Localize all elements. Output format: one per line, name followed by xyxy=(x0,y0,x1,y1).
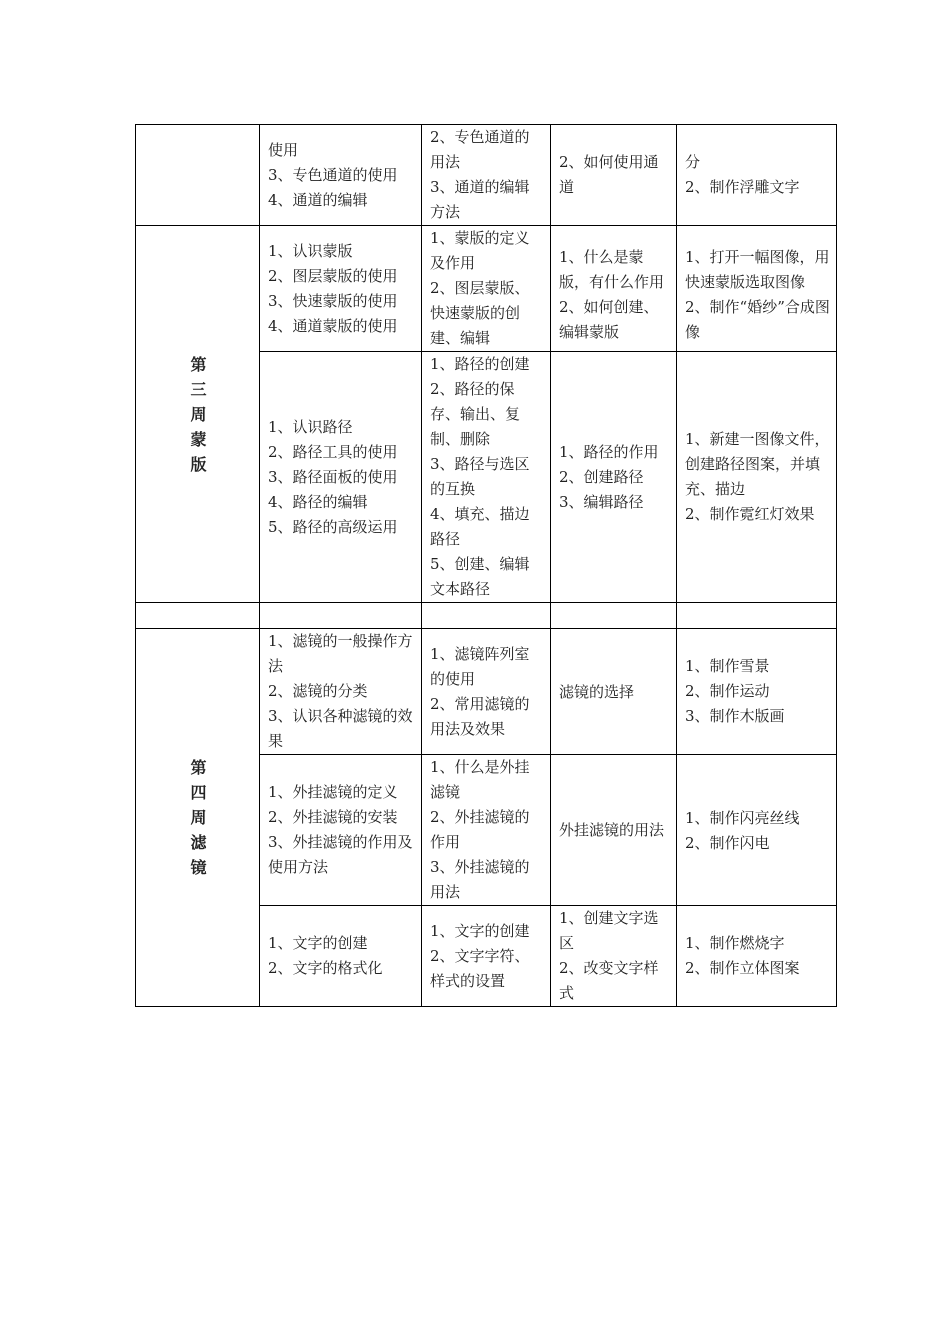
difficulty-cell: 滤镜的选择 xyxy=(551,629,677,755)
table-row-empty xyxy=(136,603,837,629)
points-cell: 2、专色通道的用法 3、通道的编辑方法 xyxy=(422,125,551,226)
difficulty-cell: 1、什么是蒙版，有什么作用 2、如何创建、编辑蒙版 xyxy=(551,226,677,352)
difficulty-cell: 外挂滤镜的用法 xyxy=(551,755,677,906)
content-cell: 1、外挂滤镜的定义 2、外挂滤镜的安装 3、外挂滤镜的作用及使用方法 xyxy=(260,755,422,906)
practice-cell: 1、新建一图像文件，创建路径图案，并填充、描边 2、制作霓红灯效果 xyxy=(677,352,837,603)
table-row xyxy=(136,629,837,755)
difficulty-cell: 2、如何使用通道 xyxy=(551,125,677,226)
practice-cell: 分 2、制作浮雕文字 xyxy=(677,125,837,226)
points-cell: 1、路径的创建 2、路径的保存、输出、复制、删除 3、路径与选区的互换 4、填充、描边路径 5、创建、编辑文本路径 xyxy=(422,352,551,603)
table-row xyxy=(136,125,837,226)
practice-cell: 1、制作燃烧字 2、制作立体图案 xyxy=(677,906,837,1007)
practice-cell: 1、制作闪亮丝线 2、制作闪电 xyxy=(677,755,837,906)
practice-cell: 1、打开一幅图像，用快速蒙版选取图像 2、制作“婚纱”合成图像 xyxy=(677,226,837,352)
week-label-4: 第 四 周 滤 镜 xyxy=(136,629,260,1007)
table-row xyxy=(136,226,837,352)
content-cell: 使用 3、专色通道的使用 4、通道的编辑 xyxy=(260,125,422,226)
points-cell: 1、文字的创建 2、文字字符、样式的设置 xyxy=(422,906,551,1007)
points-cell: 1、什么是外挂滤镜 2、外挂滤镜的作用 3、外挂滤镜的用法 xyxy=(422,755,551,906)
points-cell: 1、滤镜阵列室的使用 2、常用滤镜的用法及效果 xyxy=(422,629,551,755)
week-label-3: 第 三 周 蒙 版 xyxy=(136,226,260,603)
curriculum-table xyxy=(135,124,837,1007)
content-cell: 1、文字的创建 2、文字的格式化 xyxy=(260,906,422,1007)
week-cell-empty xyxy=(136,125,260,226)
practice-cell: 1、制作雪景 2、制作运动 3、制作木版画 xyxy=(677,629,837,755)
difficulty-cell: 1、创建文字选区 2、改变文字样式 xyxy=(551,906,677,1007)
content-cell: 1、认识蒙版 2、图层蒙版的使用 3、快速蒙版的使用 4、通道蒙版的使用 xyxy=(260,226,422,352)
points-cell: 1、蒙版的定义及作用 2、图层蒙版、快速蒙版的创建、编辑 xyxy=(422,226,551,352)
content-cell: 1、认识路径 2、路径工具的使用 3、路径面板的使用 4、路径的编辑 5、路径的高级运用 xyxy=(260,352,422,603)
difficulty-cell: 1、路径的作用 2、创建路径 3、编辑路径 xyxy=(551,352,677,603)
content-cell: 1、滤镜的一般操作方法 2、滤镜的分类 3、认识各种滤镜的效果 xyxy=(260,629,422,755)
